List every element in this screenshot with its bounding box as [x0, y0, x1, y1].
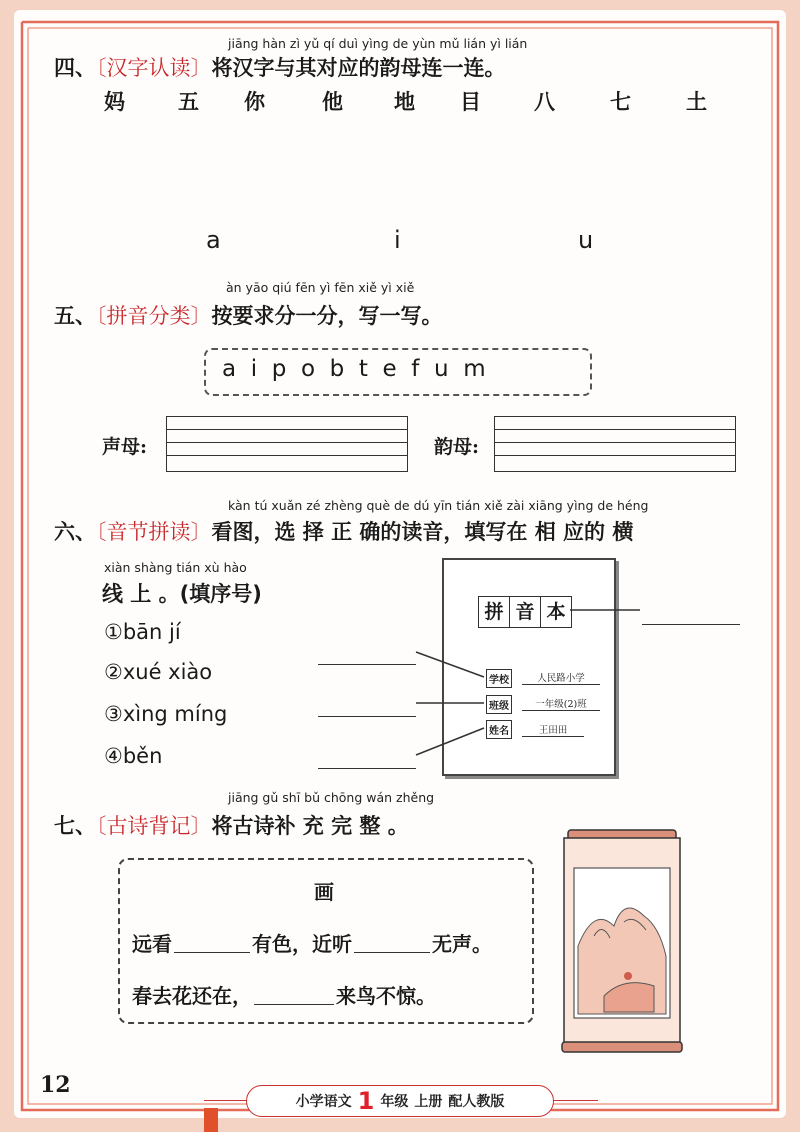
q6-number: 六、: [54, 520, 96, 544]
q4-tag: 〔汉字认读〕: [96, 56, 212, 80]
footer-badge: [246, 1085, 554, 1117]
q4-character[interactable]: 你: [244, 89, 265, 114]
q4-vowel[interactable]: a: [206, 226, 221, 254]
q4-character[interactable]: 妈: [104, 89, 125, 114]
school-label: 学校: [486, 669, 512, 688]
poem-text: 春去花还在，: [132, 984, 252, 1008]
q4-character[interactable]: 土: [686, 89, 707, 114]
poem-text: 来鸟不惊。: [336, 984, 436, 1008]
q4-character[interactable]: 目: [460, 89, 481, 114]
poem-text: 有色，近听: [252, 932, 352, 956]
q7-number: 七、: [54, 814, 96, 838]
q6-tag: 〔音节拼读〕: [96, 520, 212, 544]
q5-number: 五、: [54, 304, 96, 328]
footer-grade-number: 1: [357, 1087, 375, 1115]
q4-pinyin: jiāng hàn zì yǔ qí duì yìng de yùn mǔ lián yì lián: [228, 36, 528, 51]
footer-subject: 小学语文: [295, 1094, 352, 1110]
q4-character[interactable]: 地: [394, 89, 415, 114]
poem-blank-3[interactable]: [254, 1004, 334, 1005]
notebook-title-char: 音: [510, 596, 541, 628]
q6-pinyin-line2: xiàn shàng tián xù hào: [104, 560, 247, 575]
option-2: ②xué xiào: [104, 660, 213, 684]
poem-text: 远看: [132, 932, 172, 956]
q4-character[interactable]: 五: [178, 89, 199, 114]
q5-tag: 〔拼音分类〕: [96, 304, 212, 328]
poem-text: 无声。: [432, 932, 492, 956]
option-3: ③xìng míng: [104, 702, 228, 726]
q6-text-line1: 看图，选 择 正 确的读音，填写在 相 应的 横: [211, 520, 634, 544]
footer-tab-marker: [204, 1108, 218, 1132]
poem-line-2: [132, 980, 436, 1009]
letter-list: a i p o b t e f u m: [222, 356, 486, 382]
name-value: 王田田: [522, 722, 584, 737]
q7-heading: [54, 810, 409, 840]
q4-character[interactable]: 七: [610, 89, 631, 114]
poem-blank-2[interactable]: [354, 952, 430, 953]
poem-blank-1[interactable]: [174, 952, 250, 953]
q6-text-line2: 线 上 。(填序号): [102, 582, 262, 606]
footer-grade: 年级: [380, 1094, 409, 1110]
q4-vowel[interactable]: i: [394, 226, 401, 254]
q5-text: 按要求分一分，写一写。: [211, 304, 443, 328]
q5-pinyin: àn yāo qiú fēn yì fēn xiě yì xiě: [226, 280, 415, 295]
q4-text: 将汉字与其对应的韵母连一连。: [211, 56, 506, 80]
scroll-painting-image: [554, 826, 690, 1056]
option-4: ④běn: [104, 744, 163, 768]
q6-pinyin-line1: kàn tú xuǎn zé zhèng què de dú yīn tián xiě zài xiāng yìng de héng: [228, 498, 649, 513]
class-value: 一年级(2)班: [522, 696, 600, 711]
class-label: 班级: [486, 695, 512, 714]
school-value: 人民路小学: [522, 670, 600, 685]
footer-volume: 上册: [414, 1094, 443, 1110]
q7-tag: 〔古诗背记〕: [96, 814, 212, 838]
poem-line-1: [132, 928, 492, 957]
poem-title: 画: [314, 880, 334, 904]
q4-vowel[interactable]: u: [578, 226, 594, 254]
name-label: 姓名: [486, 720, 512, 739]
q4-character[interactable]: 八: [534, 89, 555, 114]
notebook-title-char: 本: [541, 596, 572, 628]
finals-label: 韵母:: [434, 436, 480, 458]
q4-number: 四、: [54, 56, 96, 80]
page-number: 12: [40, 1072, 71, 1098]
q7-text: 将古诗补 充 完 整 。: [211, 814, 409, 838]
footer-edition: 配人教版: [448, 1094, 505, 1110]
q7-pinyin: jiāng gǔ shī bǔ chōng wán zhěng: [228, 790, 435, 805]
notebook-title-char: 拼: [478, 596, 510, 628]
q4-character[interactable]: 他: [322, 89, 343, 114]
initials-label: 声母:: [102, 436, 148, 458]
option-1: ①bān jí: [104, 620, 181, 644]
